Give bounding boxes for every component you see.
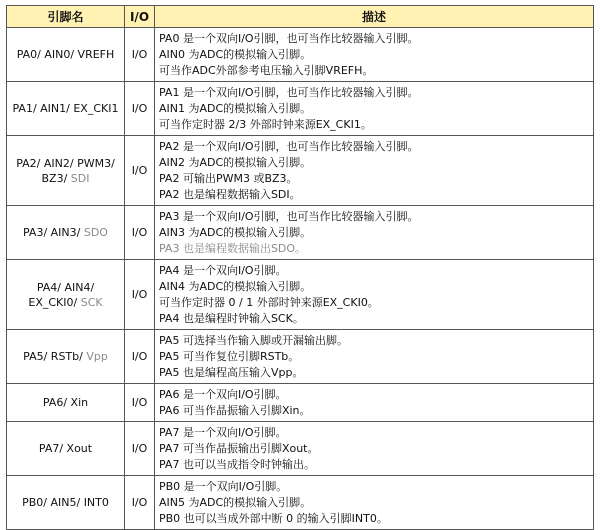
pin-name: PB0/ AIN5/ INT0	[22, 496, 109, 509]
pin-name: PA1/ AIN1/ EX_CKI1	[12, 102, 119, 115]
table-row	[7, 82, 594, 136]
pin-io-type: I/O	[125, 136, 155, 206]
pin-description-cell	[155, 476, 594, 530]
header-io: I/O	[125, 6, 155, 28]
description-line: PA7 也可以当成指令时钟输出。	[159, 458, 315, 471]
pin-io-type: I/O	[125, 422, 155, 476]
pin-name: PA5/ RSTb/	[23, 350, 83, 363]
pin-name-cell	[7, 330, 125, 384]
description-line: PA5 可选择当作输入脚或开漏输出脚。	[159, 334, 348, 347]
pin-name-programming-function: Vpp	[86, 350, 108, 363]
pin-name-cell	[7, 206, 125, 260]
description-line: PA5 也是编程高压输入Vpp。	[159, 366, 304, 379]
table-header	[7, 6, 594, 28]
description-line: PA6 可当作晶振输入引脚Xin。	[159, 404, 311, 417]
description-line: PA6 是一个双向I/O引脚。	[159, 388, 287, 401]
table-row	[7, 422, 594, 476]
pin-description-cell	[155, 384, 594, 422]
description-line: PA1 是一个双向I/O引脚，也可当作比较器输入引脚。	[159, 86, 419, 99]
pin-name-cell	[7, 384, 125, 422]
pin-io-type: I/O	[125, 260, 155, 330]
pin-description-cell	[155, 136, 594, 206]
description-line: AIN1 为ADC的模拟输入引脚。	[159, 102, 312, 115]
description-line-muted: PA3 也是编程数据输出SDO。	[159, 242, 307, 255]
pin-name: PA2/ AIN2/ PWM3/	[16, 156, 115, 170]
description-line: PA2 也是编程数据输入SDI。	[159, 188, 301, 201]
pin-io-type: I/O	[125, 476, 155, 530]
pin-description-cell	[155, 330, 594, 384]
description-line: PA2 是一个双向I/O引脚，也可当作比较器输入引脚。	[159, 140, 419, 153]
pin-description-cell	[155, 260, 594, 330]
header-row	[7, 6, 594, 28]
pin-io-type: I/O	[125, 206, 155, 260]
description-line: 可当作定时器 2/3 外部时钟来源EX_CKI1。	[159, 118, 372, 131]
pin-name: PA6/ Xin	[42, 396, 89, 409]
pin-name-cell	[7, 136, 125, 206]
pin-name-continued: BZ3/	[41, 171, 68, 185]
description-line: PB0 是一个双向I/O引脚。	[159, 480, 288, 493]
description-line: AIN0 为ADC的模拟输入引脚。	[159, 48, 312, 61]
pin-io-type: I/O	[125, 330, 155, 384]
description-line: PB0 也可以当成外部中断 0 的输入引脚INT0。	[159, 512, 388, 525]
pin-name-cell	[7, 82, 125, 136]
pin-description-cell	[155, 82, 594, 136]
description-line: 可当作定时器 0 / 1 外部时钟来源EX_CKI0。	[159, 296, 379, 309]
pin-name: PA7/ Xout	[38, 442, 93, 455]
table-row	[7, 384, 594, 422]
description-line: PA7 是一个双向I/O引脚。	[159, 426, 287, 439]
pin-io-type: I/O	[125, 384, 155, 422]
table-row	[7, 206, 594, 260]
table-row	[7, 28, 594, 82]
pin-name-cell	[7, 422, 125, 476]
description-line: PA7 可当作晶振输出引脚Xout。	[159, 442, 319, 455]
header-pin-name: 引脚名	[7, 6, 125, 28]
pin-description-cell	[155, 28, 594, 82]
description-line: PA4 是一个双向I/O引脚。	[159, 264, 287, 277]
header-description: 描述	[155, 6, 594, 28]
pin-name-cell	[7, 476, 125, 530]
pin-name-cell	[7, 260, 125, 330]
description-line: PA2 可输出PWM3 或BZ3。	[159, 172, 298, 185]
description-line: 可当作ADC外部参考电压输入引脚VREFH。	[159, 64, 374, 77]
table-row	[7, 136, 594, 206]
pin-name: PA4/ AIN4/	[36, 280, 95, 294]
description-line: AIN5 为ADC的模拟输入引脚。	[159, 496, 312, 509]
description-line: AIN4 为ADC的模拟输入引脚。	[159, 280, 312, 293]
pin-name-programming-function: SDI	[70, 171, 90, 185]
pin-description-cell	[155, 206, 594, 260]
pin-name-cell	[7, 28, 125, 82]
table-row	[7, 330, 594, 384]
table-row	[7, 476, 594, 530]
pin-io-type: I/O	[125, 28, 155, 82]
pin-description-cell	[155, 422, 594, 476]
pin-name-programming-function: SDO	[83, 226, 108, 239]
description-line: PA0 是一个双向I/O引脚，也可当作比较器输入引脚。	[159, 32, 419, 45]
pin-name-continued: EX_CKI0/	[28, 295, 78, 309]
description-line: PA5 可当作复位引脚RSTb。	[159, 350, 300, 363]
pin-name-programming-function: SCK	[80, 295, 103, 309]
description-line: AIN2 为ADC的模拟输入引脚。	[159, 156, 312, 169]
pin-description-table	[6, 5, 594, 530]
pin-io-type: I/O	[125, 82, 155, 136]
description-line: PA4 也是编程时钟输入SCK。	[159, 312, 304, 325]
table-body	[7, 28, 594, 530]
description-line: PA3 是一个双向I/O引脚，也可当作比较器输入引脚。	[159, 210, 419, 223]
pin-name: PA0/ AIN0/ VREFH	[16, 48, 115, 61]
table-row	[7, 260, 594, 330]
description-line: AIN3 为ADC的模拟输入引脚。	[159, 226, 312, 239]
pin-name: PA3/ AIN3/	[23, 226, 81, 239]
